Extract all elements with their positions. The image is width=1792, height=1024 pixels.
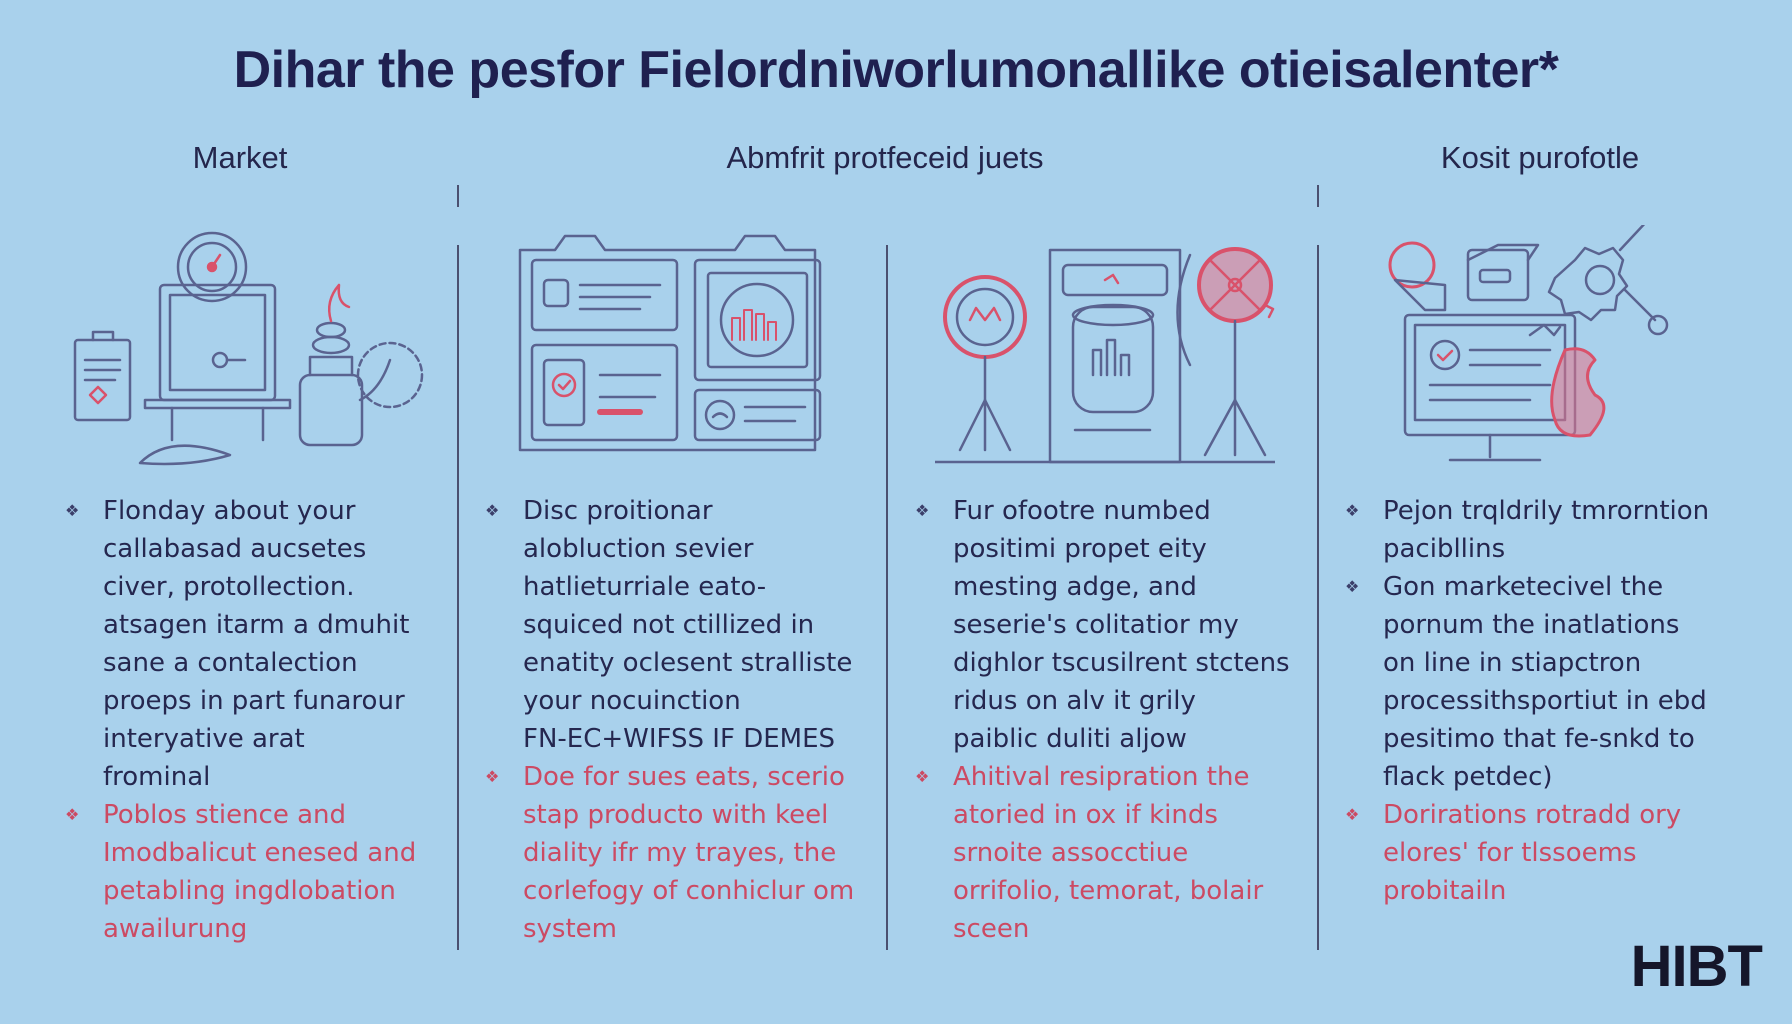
bullet-item: ❖ Flonday about your callabasad aucsetes civer, protollection. atsagen itarm a dmuhit sane a contalection proeps in part funarour interyative arat frominal — [65, 492, 445, 796]
monitor-gears-illustration — [1380, 225, 1680, 475]
page-title: Dihar the pesfor Fielordniworlumonallike otieisalenter* — [233, 41, 1559, 99]
bullet-icon: ❖ — [915, 501, 930, 520]
bullet-icon: ❖ — [1345, 501, 1360, 520]
bullet-icon: ❖ — [485, 501, 500, 520]
column-text-3 — [915, 492, 1310, 948]
bullet-icon: ❖ — [1345, 577, 1360, 596]
bullet-item: ❖ Doe for sues eats, scerio stap producto with keel diality ifr my trayes, the corlefogy of conhiclur om system — [485, 758, 880, 948]
bullet-icon: ❖ — [915, 767, 930, 786]
bullet-icon: ❖ — [65, 501, 80, 520]
column-heading-2: Abmfrit protfeceid juets — [726, 140, 1044, 175]
bullet-icon: ❖ — [485, 767, 500, 786]
bullet-icon: ❖ — [1345, 805, 1360, 824]
bullet-item: ❖ Dorirations rotradd ory elores' for tlssoems probitailn — [1345, 796, 1765, 910]
tripod-dials-illustration — [935, 225, 1275, 475]
column-heading-market: Market — [192, 140, 288, 175]
bullet-item: ❖ Gon marketecivel the pornum the inatlations on line in stiapctron processithsportiut in ebd pesitimo that fe-snkd to flack petdec) — [1345, 568, 1765, 796]
column-divider — [1317, 245, 1319, 950]
bullet-item: ❖ Fur ofootre numbed positimi propet eity mesting adge, and seserie's colitatior my dighlor tscusilrent stctens ridus on alv it grily paiblic duliti aljow — [915, 492, 1310, 758]
column-divider — [1317, 185, 1319, 207]
column-text-4 — [1345, 492, 1765, 910]
bullet-icon: ❖ — [65, 805, 80, 824]
column-divider — [457, 185, 459, 207]
column-heading-4: Kosit purofotle — [1440, 140, 1640, 175]
bullet-item: ❖ Ahitival resipration the atoried in ox if kinds srnoite assocctiue orrifolio, temorat, bolair sceen — [915, 758, 1310, 948]
bullet-item: ❖ Disc proitionar alobluction sevier hatlieturriale eato- squiced not ctillized in enatity oclesent stralliste your nocuinction FN-EC+WIFSS IF DEMES — [485, 492, 880, 758]
bullet-item: ❖ Pejon trqldrily tmrorntion pacibllins — [1345, 492, 1765, 568]
column-text-market — [65, 492, 445, 948]
bullet-item: ❖ Poblos stience and Imodbalicut enesed and petabling ingdlobation awailurung — [65, 796, 445, 948]
brand-logo: HIBT — [1630, 934, 1762, 999]
column-divider — [886, 245, 888, 950]
column-text-2 — [485, 492, 880, 948]
dashboard-panels-illustration — [510, 225, 850, 475]
column-divider — [457, 245, 459, 950]
market-kiosk-illustration — [60, 225, 440, 475]
